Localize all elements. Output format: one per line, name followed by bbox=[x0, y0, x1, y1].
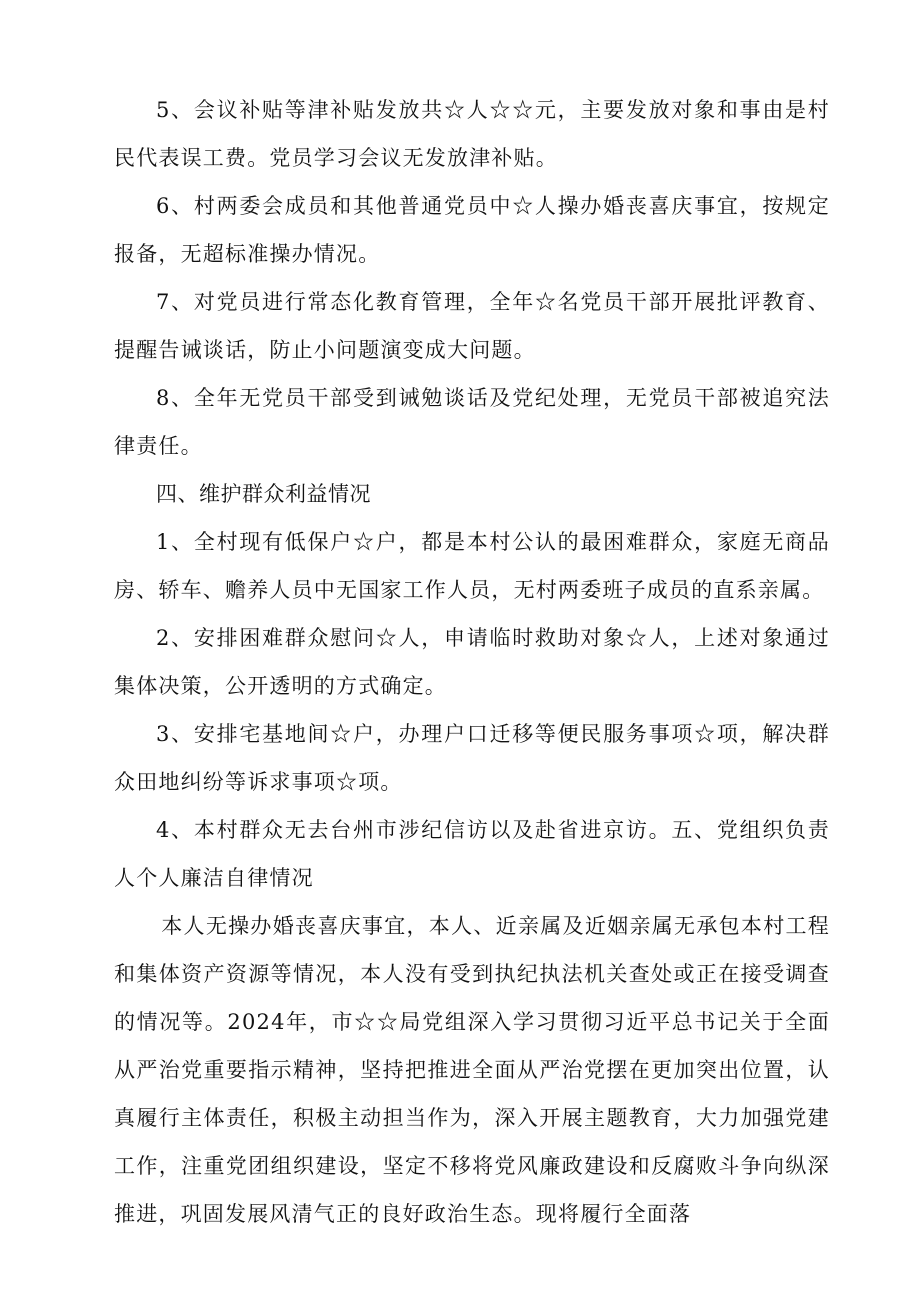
document-body bbox=[114, 86, 830, 1238]
section-5-paragraph: 本人无操办婚丧喜庆事宜，本人、近亲属及近姻亲属无承包本村工程和集体资产资源等情况，本人没有受到执纪执法机关查处或正在接受调查的情况等。2024年，市☆☆局党组深入学习贯彻习近平总书记关于全面从严治党重要指示精神，坚持把推进全面从严治党摆在更加突出位置，认真履行主体责任，积极主动担当作为，深入开展主题教育，大力加强党建工作，注重党团组织建设，坚定不移将党风廉政建设和反腐败斗争向纵深推进，巩固发展风清气正的良好政治生态。现将履行全面落 bbox=[114, 914, 830, 1226]
section-4-item-3: 3、安排宅基地间☆户，办理户口迁移等便民服务事项☆项，解决群众田地纠纷等诉求事项☆项。 bbox=[114, 722, 830, 794]
section-4-item-4: 4、本村群众无去台州市涉纪信访以及赴省进京访。五、党组织负责人个人廉洁自律情况 bbox=[114, 818, 830, 890]
list-item-8: 8、全年无党员干部受到诫勉谈话及党纪处理，无党员干部被追究法律责任。 bbox=[114, 386, 830, 458]
section-heading: 四、维护群众利益情况 bbox=[156, 482, 371, 506]
list-item-7: 7、对党员进行常态化教育管理，全年☆名党员干部开展批评教育、提醒告诫谈话，防止小问题演变成大问题。 bbox=[114, 290, 830, 362]
section-4-item-2: 2、安排困难群众慰问☆人，申请临时救助对象☆人，上述对象通过集体决策，公开透明的方式确定。 bbox=[114, 626, 830, 698]
list-item-5: 5、会议补贴等津补贴发放共☆人☆☆元，主要发放对象和事由是村民代表误工费。党员学习会议无发放津补贴。 bbox=[114, 98, 830, 170]
list-item-6: 6、村两委会成员和其他普通党员中☆人操办婚丧喜庆事宜，按规定报备，无超标准操办情况。 bbox=[114, 194, 830, 266]
section-4-item-1: 1、全村现有低保户☆户，都是本村公认的最困难群众，家庭无商品房、轿车、赡养人员中无国家工作人员，无村两委班子成员的直系亲属。 bbox=[114, 530, 830, 602]
